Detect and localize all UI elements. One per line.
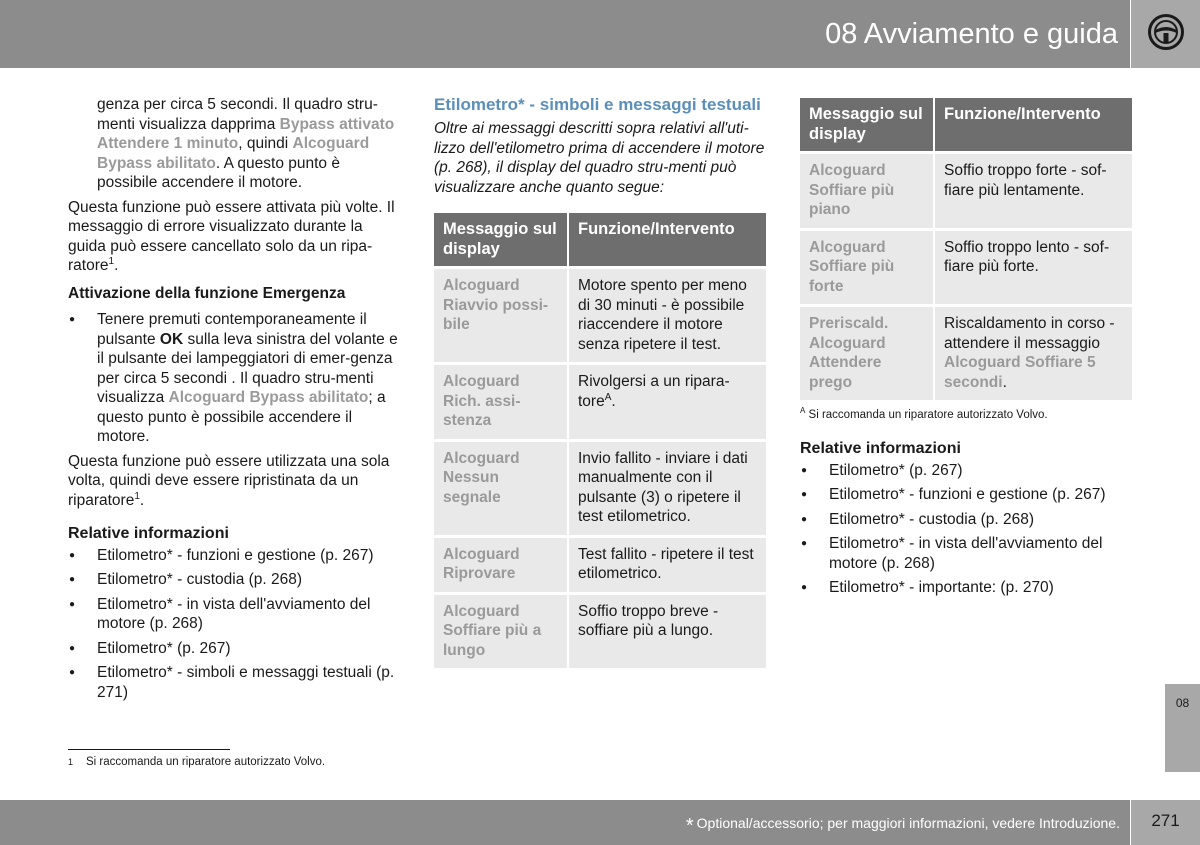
text: ; a questo punto è possibile accendere il motore. (97, 389, 386, 445)
asterisk: * (685, 815, 694, 837)
text: , quindi (238, 135, 293, 152)
steering-wheel-icon (1147, 13, 1185, 51)
related-link[interactable]: ● Etilometro* - importante: (p. 270) (800, 578, 1132, 598)
related-heading: Relative informazioni (800, 440, 961, 457)
footnote-text: Si raccomanda un riparatore autorizzato Volvo. (86, 756, 326, 768)
message-cell: Alcoguard Rich. assi-stenza (434, 364, 568, 441)
paragraph-once (68, 452, 398, 511)
section-intro: Oltre ai messaggi descritti sopra relativi all'uti-lizzo dell'etilometro prima di accendere il motore (p. 268), il display del quadro stru-menti può visualizzare anche quanto segue: (434, 120, 765, 196)
footnote-number: 1 (68, 757, 74, 767)
display-message: Alcoguard Bypass abilitato (168, 389, 369, 406)
message-cell: Preriscald. Alcoguard Attendere prego (800, 306, 934, 401)
messages-table-continued (800, 98, 1132, 400)
table-note (800, 408, 1132, 422)
table-row (800, 306, 1132, 401)
display-message: Bypass attivato Attendere 1 minuto (97, 115, 395, 152)
action-cell: Test fallito - ripetere il test etilometrico. (568, 536, 766, 593)
column-middle (434, 95, 766, 668)
column-left (68, 95, 398, 707)
list-item (68, 310, 398, 447)
page-header (0, 0, 1130, 68)
footnote-ref: 1 (134, 490, 140, 502)
text: Questa funzione può essere utilizzata una sola volta, quindi deve essere ripristinata da un riparatore (68, 452, 390, 509)
table-row (800, 229, 1132, 306)
footer-note (686, 814, 1120, 837)
action-cell: Motore spento per meno di 30 minuti - è possibile riaccendere il motore senza ripetere il test. (568, 268, 766, 364)
text: . (114, 257, 119, 274)
message-cell: Alcoguard Soffiare più forte (800, 229, 934, 306)
table-header: Funzione/Intervento (568, 213, 766, 268)
text: sulla leva sinistra del volante e il pulsante dei lampeggiatori di emer-genza per circa 5 secondi . Il quadro stru-menti visualizza (97, 330, 398, 406)
action-cell (934, 306, 1132, 401)
paragraph-bypass (68, 95, 398, 193)
related-link[interactable]: ● Etilometro* - in vista dell'avviamento del motore (p. 268) (68, 595, 398, 634)
text: genza per circa 5 secondi. Il quadro stru-menti visualizza dapprima (97, 96, 378, 133)
chapter-title: 08 Avviamento e guida (825, 18, 1118, 50)
emergency-heading: Attivazione della funzione Emergenza (68, 284, 346, 302)
table-row (434, 593, 766, 668)
action-cell: Soffio troppo lento - sof-fiare più forte. (934, 229, 1132, 306)
footnote-ref: 1 (108, 255, 115, 267)
related-link[interactable]: ● Etilometro* - funzioni e gestione (p. 267) (800, 485, 1132, 505)
table-header: Messaggio sul display (434, 213, 568, 268)
page-number: 271 (1131, 800, 1200, 845)
text: Tenere premuti contemporaneamente il pulsante (97, 311, 367, 348)
text: Questa funzione può essere attivata più volte. Il messaggio di errore visualizzato durante la guida può essere cancellato solo da un ripa-ratore (68, 198, 395, 274)
text: Rivolgersi a un ripara-tore (578, 373, 730, 410)
related-link[interactable]: ● Etilometro* (p. 267) (68, 639, 398, 659)
footnote (68, 755, 325, 769)
ok-button-label: OK (159, 330, 184, 348)
text: Riscaldamento in corso - attendere il messaggio (944, 315, 1115, 352)
message-cell: Alcoguard Riprovare (434, 536, 568, 593)
related-link[interactable]: ● Etilometro* - funzioni e gestione (p. 267) (68, 546, 398, 566)
text: . A questo punto è possibile accendere il motore. (97, 154, 340, 191)
footnote-divider (68, 749, 230, 750)
related-list (800, 461, 1132, 598)
page-footer (0, 800, 1130, 845)
display-message: Alcoguard Bypass abilitato (97, 135, 370, 172)
table-row (800, 153, 1132, 230)
text: . (611, 392, 616, 410)
text: . (139, 491, 145, 509)
related-link[interactable]: ● Etilometro* - custodia (p. 268) (68, 570, 398, 590)
table-row (434, 536, 766, 593)
chapter-tab: 08 (1165, 684, 1200, 772)
text: Si raccomanda un riparatore autorizzato Volvo. (805, 409, 1048, 421)
note-ref: A (800, 406, 806, 416)
note-ref: A (604, 391, 612, 403)
related-heading: Relative informazioni (68, 525, 229, 542)
related-link[interactable]: ● Etilometro* - custodia (p. 268) (800, 510, 1132, 530)
footer-text: Optional/accessorio; per maggiori informazioni, vedere Introduzione. (696, 815, 1120, 831)
message-cell: Alcoguard Nessun segnale (434, 440, 568, 536)
chapter-icon-box (1131, 0, 1200, 68)
action-cell: Invio fallito - inviare i dati manualmente con il pulsante (3) o ripetere il test etilometrico. (568, 440, 766, 536)
table-row (434, 268, 766, 364)
messages-table (434, 213, 766, 668)
message-cell: Alcoguard Soffiare più piano (800, 153, 934, 230)
related-link[interactable]: ● Etilometro* (p. 267) (800, 461, 1132, 481)
table-row (434, 440, 766, 536)
message-cell: Alcoguard Soffiare più a lungo (434, 593, 568, 668)
related-list (68, 546, 398, 703)
message-cell: Alcoguard Riavvio possi-bile (434, 268, 568, 364)
paragraph-repeat (68, 198, 398, 276)
related-link[interactable]: ● Etilometro* - simboli e messaggi testuali (p. 271) (68, 663, 398, 702)
text: . (1002, 373, 1007, 391)
related-link[interactable]: ● Etilometro* - in vista dell'avviamento del motore (p. 268) (800, 534, 1132, 573)
action-cell (568, 364, 766, 441)
display-message: Alcoguard Soffiare 5 secondi (944, 354, 1096, 391)
table-header: Funzione/Intervento (934, 98, 1132, 153)
table-row (434, 364, 766, 441)
action-cell: Soffio troppo forte - sof-fiare più lentamente. (934, 153, 1132, 230)
action-cell: Soffio troppo breve - soffiare più a lungo. (568, 593, 766, 668)
section-title: Etilometro* - simboli e messaggi testuali (434, 95, 761, 114)
column-right (800, 98, 1132, 603)
table-header: Messaggio sul display (800, 98, 934, 153)
